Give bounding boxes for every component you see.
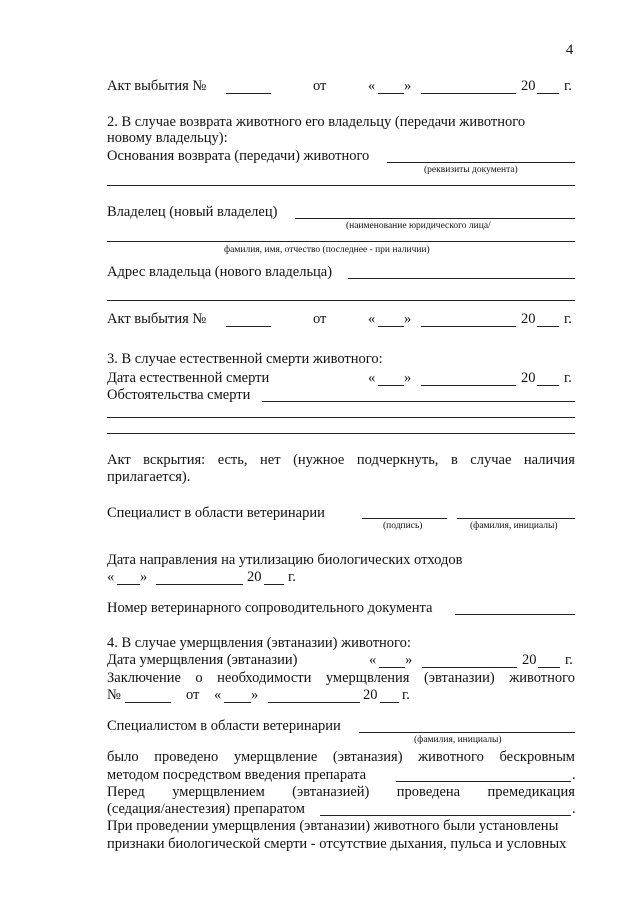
s3-circ-line3	[107, 433, 575, 434]
s3-disposal-g: г.	[288, 569, 296, 585]
autopsy-word: случае	[470, 452, 512, 468]
s3-disposal-year-line	[264, 584, 284, 585]
s2-address-line	[348, 278, 575, 279]
s2-basis-line2	[107, 185, 575, 186]
s4-specialist-line	[359, 732, 575, 733]
autopsy-word: подчеркнуть,	[356, 452, 439, 468]
s3-disposal-year: 20	[247, 569, 262, 585]
s4-month-line2	[268, 702, 360, 703]
s4-quote-open: «	[369, 652, 377, 668]
s4-year2: 20	[363, 687, 378, 703]
act2-quote-open: «	[368, 311, 376, 327]
act1-from: от	[313, 78, 327, 94]
act2-year: 20	[521, 311, 536, 327]
conclusion-word: необходимости	[217, 670, 312, 686]
s3-disposal-month-line	[156, 584, 243, 585]
act1-label: Акт выбытия №	[107, 78, 207, 94]
paragraph-word: премедикация	[487, 784, 575, 800]
autopsy-word: есть,	[217, 452, 248, 468]
s4-quote-close: »	[405, 652, 413, 668]
paragraph-word: умерщвление	[233, 749, 318, 765]
act2-month-line	[421, 326, 516, 327]
s4-paragraph-line4: (седация/анестезия) препаратом	[107, 801, 305, 817]
paragraph-word: (эвтаназия)	[332, 749, 403, 765]
s2-basis-label: Основания возврата (передачи) животного	[107, 148, 370, 164]
s2-address-label: Адрес владельца (нового владельца)	[107, 264, 333, 280]
s2-heading-line1: 2. В случае возврата животного его владельцу (передачи животного	[107, 114, 526, 130]
s4-premed-line	[320, 815, 571, 816]
s4-specialist-label: Специалистом в области ветеринарии	[107, 718, 341, 734]
s4-paragraph-line4-end: .	[572, 801, 576, 817]
s4-year-line2	[380, 702, 399, 703]
s3-year: 20	[521, 370, 536, 386]
s4-quote-close2: »	[251, 687, 259, 703]
s3-circ-label: Обстоятельства смерти	[107, 387, 251, 403]
s3-sign-line	[362, 518, 447, 519]
conclusion-word: о	[195, 670, 203, 686]
conclusion-word: животного	[509, 670, 575, 686]
paragraph-word: было	[107, 749, 139, 765]
act1-year: 20	[521, 78, 536, 94]
s4-num-sign: №	[107, 687, 121, 703]
s3-vet-doc-label: Номер ветеринарного сопроводительного документа	[107, 600, 433, 616]
act1-month-line	[421, 93, 516, 94]
conclusion-word: Заключение	[107, 670, 181, 686]
s2-owner-caption2: фамилия, имя, отчество (последнее - при наличии)	[224, 245, 430, 255]
s2-owner-caption1: (наименование юридического лица/	[346, 221, 491, 231]
act2-number-line	[226, 326, 271, 327]
autopsy-word: (нужное	[293, 452, 345, 468]
s4-month-line	[422, 667, 517, 668]
s2-basis-caption: (реквизиты документа)	[424, 165, 518, 175]
paragraph-word: Перед	[107, 784, 145, 800]
paragraph-word: проведено	[154, 749, 219, 765]
act2-g: г.	[564, 311, 572, 327]
s3-circ-line	[262, 401, 575, 402]
act2-quote-close: »	[404, 311, 412, 327]
s4-conclusion-line	[107, 670, 575, 686]
s3-disposal-quote-close: »	[140, 569, 148, 585]
paragraph-word: (эвтаназией)	[292, 784, 370, 800]
s4-date-label: Дата умерщвления (эвтаназии)	[107, 652, 298, 668]
autopsy-word: наличия	[523, 452, 575, 468]
s2-heading-line2: новому владельцу):	[107, 130, 228, 146]
s4-quote-open2: «	[214, 687, 222, 703]
s4-g: г.	[565, 652, 573, 668]
s3-disposal-quote-open: «	[107, 569, 115, 585]
conclusion-word: (эвтаназии)	[423, 670, 495, 686]
s4-from: от	[186, 687, 200, 703]
s2-owner-line	[295, 218, 575, 219]
s2-owner-label: Владелец (новый владелец)	[107, 204, 278, 220]
act1-quote-open: «	[368, 78, 376, 94]
s2-basis-line	[387, 162, 575, 163]
conclusion-word: умерщвления	[325, 670, 410, 686]
autopsy-word: в	[450, 452, 458, 468]
act2-label: Акт выбытия №	[107, 311, 207, 327]
s3-vet-doc-line	[455, 614, 575, 615]
s3-year-line	[537, 385, 559, 386]
autopsy-word: нет	[260, 452, 281, 468]
page-number: 4	[566, 42, 574, 58]
act1-year-line	[537, 93, 559, 94]
s3-heading: 3. В случае естественной смерти животного:	[107, 351, 383, 367]
s4-paragraph-line2: методом посредством введения препарата	[107, 767, 367, 783]
autopsy-word: вскрытия:	[143, 452, 206, 468]
s3-quote-open: «	[368, 370, 376, 386]
paragraph-word: бескровным	[499, 749, 575, 765]
s3-name-caption: (фамилия, инициалы)	[470, 521, 558, 531]
act2-from: от	[313, 311, 327, 327]
s4-year: 20	[522, 652, 537, 668]
paragraph-word: умерщвлением	[172, 784, 265, 800]
s3-disposal-day-line	[117, 584, 140, 585]
s3-quote-close: »	[404, 370, 412, 386]
s3-autopsy-line1	[107, 452, 575, 468]
s4-paragraph-line6: признаки биологической смерти - отсутствие дыхания, пульса и условных	[107, 836, 567, 852]
s4-heading: 4. В случае умерщвления (эвтаназии) животного:	[107, 635, 411, 651]
act1-quote-close: »	[404, 78, 412, 94]
s4-year-line	[538, 667, 560, 668]
s2-owner-line2	[107, 241, 575, 242]
act1-number-line	[226, 93, 271, 94]
s3-disposal-label: Дата направления на утилизацию биологических отходов	[107, 552, 463, 568]
autopsy-word: Акт	[107, 452, 131, 468]
act1-g: г.	[564, 78, 572, 94]
s3-date-label: Дата естественной смерти	[107, 370, 270, 386]
s4-drug-line	[396, 781, 571, 782]
s4-paragraph-line5: При проведении умерщвления (эвтаназии) животного были установлены	[107, 818, 559, 834]
paragraph-word: проведена	[396, 784, 461, 800]
s3-day-line	[378, 385, 404, 386]
s3-g: г.	[564, 370, 572, 386]
act1-day-line	[378, 93, 404, 94]
s4-day-line	[379, 667, 405, 668]
s4-num-line	[125, 702, 171, 703]
paragraph-word: животного	[418, 749, 484, 765]
s4-paragraph-line2-end: .	[572, 767, 576, 783]
s4-paragraph-line3	[107, 784, 575, 800]
s3-autopsy-line2: прилагается).	[107, 469, 191, 485]
s4-day-line2	[224, 702, 251, 703]
s4-g2: г.	[402, 687, 410, 703]
act2-year-line	[537, 326, 559, 327]
s4-name-caption: (фамилия, инициалы)	[414, 735, 502, 745]
s3-specialist-label: Специалист в области ветеринарии	[107, 505, 325, 521]
s3-month-line	[421, 385, 516, 386]
s4-paragraph-line1	[107, 749, 575, 765]
s3-circ-line2	[107, 417, 575, 418]
act2-day-line	[378, 326, 404, 327]
s3-name-line	[457, 518, 575, 519]
s2-address-line2	[107, 300, 575, 301]
s3-sign-caption: (подпись)	[383, 521, 423, 531]
